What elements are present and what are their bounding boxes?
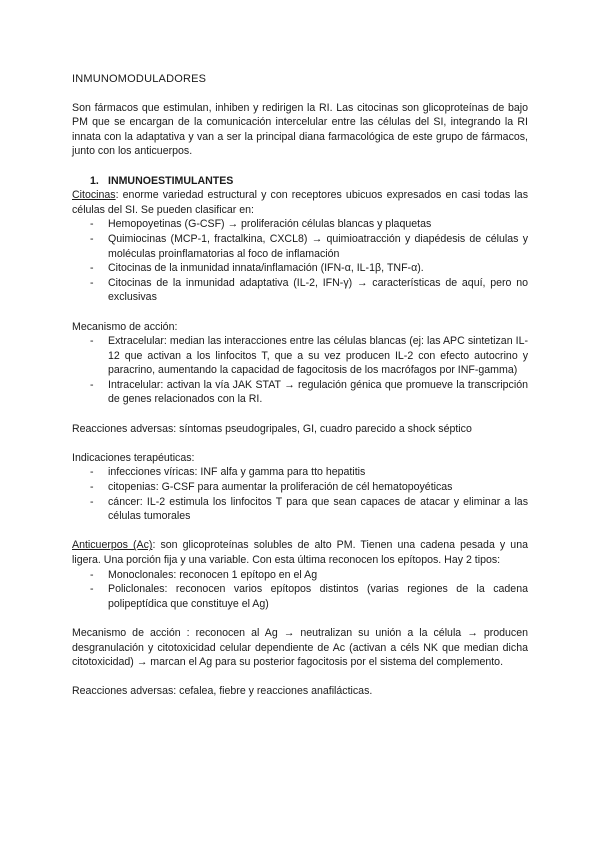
citocinas-term: Citocinas bbox=[72, 189, 116, 202]
indicaciones-label: Indicaciones terapéuticas: bbox=[72, 451, 195, 464]
reacciones-paragraph: Reacciones adversas: síntomas pseudogripales, GI, cuadro parecido a shock séptico bbox=[72, 422, 472, 435]
citocinas-text: : enorme variedad estructural y con receptores ubicuos expresados en casi todas las células del SI. Se pueden clasificar en: bbox=[72, 189, 528, 216]
mecanismo-list bbox=[72, 334, 528, 407]
list-item: - Hemopoyetinas (G-CSF) → proliferación células blancas y plaquetas bbox=[90, 218, 432, 231]
mecanismo-label: Mecanismo de acción: bbox=[72, 320, 178, 333]
indicaciones-list bbox=[72, 465, 528, 523]
list-item: - cáncer: IL-2 estimula los linfocitos T para que sean capaces de atacar y eliminar a las células tumorales bbox=[90, 495, 528, 523]
list-item: - Citocinas de la inmunidad innata/inflamación (IFN-α, IL-1β, TNF-α). bbox=[90, 262, 424, 275]
list-item: - Policlonales: reconocen varios epítopos distintos (varias regiones de la cadena polipeptídica que constituye el Ag) bbox=[90, 583, 528, 610]
list-item: - Citocinas de la inmunidad adaptativa (IL-2, IFN-γ) → características de aquí, pero no exclusivas bbox=[90, 276, 528, 304]
list-item: - Intracelular: activan la vía JAK STAT → regulación génica que promueve la transcripción de genes relacionados con la RI. bbox=[90, 378, 528, 406]
list-item: - Quimiocinas (MCP-1, fractalkina, CXCL8) → quimioatracción y diapédesis de células y moléculas proinflamatorias al foco de inflamación bbox=[90, 232, 528, 260]
list-item: - Extracelular: median las interacciones entre las células blancas (ej: las APC sintetizan IL-12 que activan a los linfocitos T, que a su vez producen IL-2 con efecto autocrino y paracrino, aumentando la capacidad de fagocitosis de los macrófagos por INF-gamma) bbox=[90, 335, 528, 377]
mecanismo-ac-paragraph: Mecanismo de acción : reconocen al Ag → neutralizan su unión a la célula → producen desgranulación y citotoxicidad celular dependiente de Ac (activan a céls NK que median dicha citotoxicidad) → marcan el Ag para su posterior fagocitosis por el sistema del complemento. bbox=[72, 626, 528, 669]
document-title: INMUNOMODULADORES bbox=[72, 73, 207, 85]
list-item: - citopenias: G-CSF para aumentar la proliferación de cél hematopoyéticas bbox=[90, 481, 453, 494]
section-number: 1. bbox=[90, 174, 99, 187]
reacciones-ac-paragraph: Reacciones adversas: cefalea, fiebre y reacciones anafilácticas. bbox=[72, 685, 373, 698]
section-heading bbox=[72, 174, 528, 189]
list-item: - Monoclonales: reconocen 1 epítopo en el Ag bbox=[90, 568, 318, 581]
citocinas-paragraph bbox=[72, 188, 528, 217]
anticuerpos-list bbox=[72, 568, 528, 612]
anticuerpos-paragraph bbox=[72, 538, 528, 567]
citocinas-list bbox=[72, 217, 528, 305]
anticuerpos-text: : son glicoproteínas solubles de alto PM. Tienen una cadena pesada y una ligera. Una porción fija y una variable. Con esta última reconocen los epítopos. Hay 2 tipos: bbox=[72, 539, 528, 566]
section-title: INMUNOESTIMULANTES bbox=[108, 174, 234, 187]
document-content bbox=[72, 72, 528, 699]
list-item: - infecciones víricas: INF alfa y gamma para tto hepatitis bbox=[90, 466, 366, 479]
anticuerpos-term: Anticuerpos (Ac) bbox=[72, 539, 153, 552]
intro-paragraph: Son fármacos que estimulan, inhiben y redirigen la RI. Las citocinas son glicoproteínas de bajo PM que se encargan de la comunicación intercelular entre las células del SI, integrando la RI innata con la adaptativa y van a ser la principal diana farmacológica de este grupo de fármacos, junto con los anticuerpos. bbox=[72, 101, 528, 158]
